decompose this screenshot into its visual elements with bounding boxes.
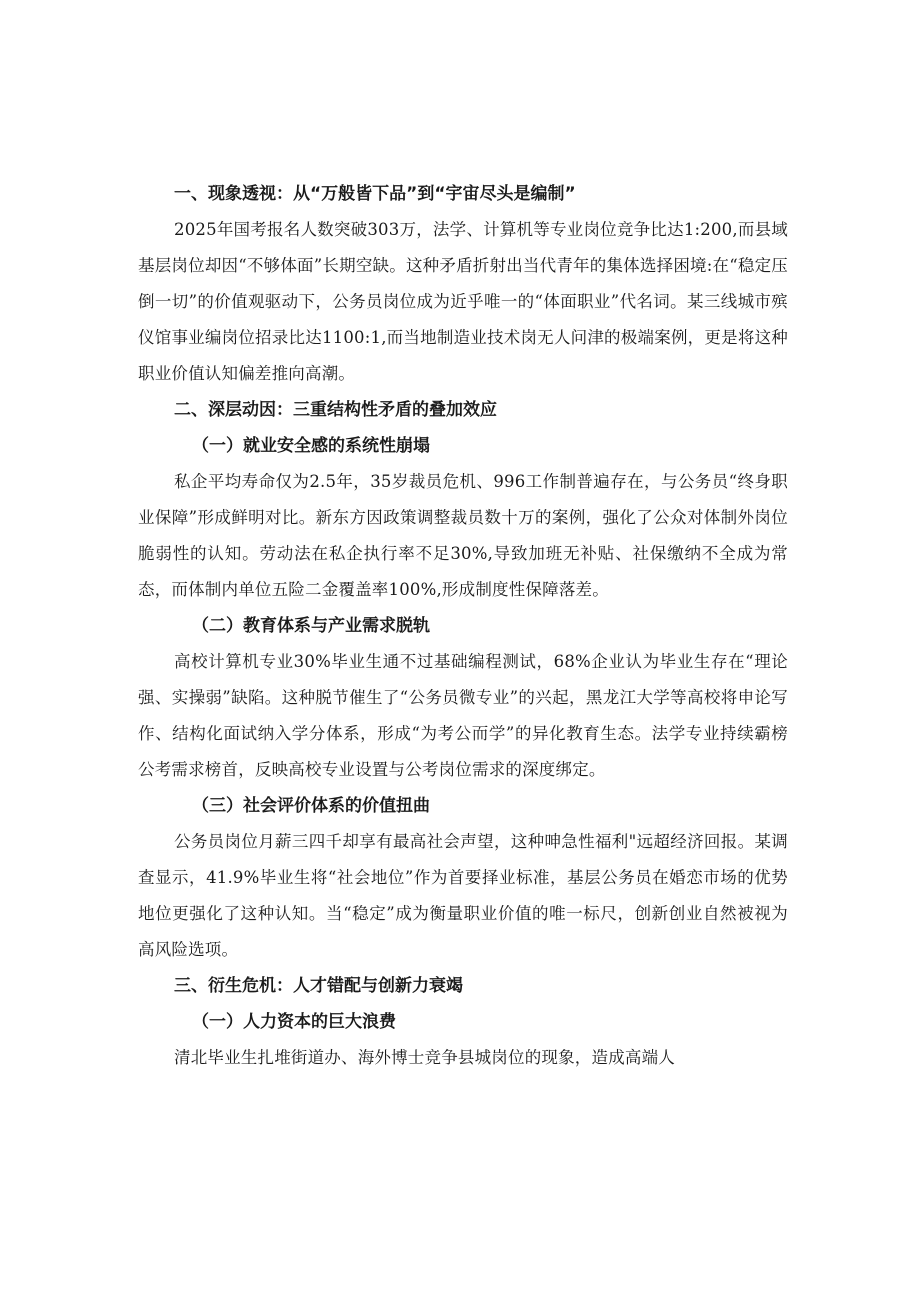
subsection-heading-3-1: （一）人力资本的巨大浪费 bbox=[192, 1012, 396, 1032]
section-heading-2: 二、深层动因：三重结构性矛盾的叠加效应 bbox=[174, 400, 497, 420]
paragraph-2: 私企平均寿命仅为2.5年，35岁裁员危机、996工作制普遍存在，与公务员“终身职业保障”形成鲜明对比。新东方因政策调整裁员数十万的案例，强化了公众对体制外岗位脆弱性的认知。劳动法在私企执行率不足30%,导致加班无补贴、社保缴纳不全成为常态，而体制内单位五险二金覆盖率100%,形成制度性保障落差。 bbox=[138, 472, 788, 599]
paragraph-5: 清北毕业生扎堆街道办、海外博士竞争县城岗位的现象，造成高端人 bbox=[174, 1048, 675, 1067]
subsection-heading-2-3: （三）社会评价体系的价值扭曲 bbox=[192, 796, 430, 816]
paragraph-4: 公务员岗位月薪三四千却享有最高社会声望，这种呻急性福利"远超经济回报。某调查显示，41.9%毕业生将“社会地位”作为首要择业标准，基层公务员在婚恋市场的优势地位更强化了这种认知。当“稳定”成为衡量职业价值的唯一标尺，创新创业自然被视为高风险选项。 bbox=[138, 832, 788, 959]
document-body bbox=[138, 176, 788, 1076]
subsection-heading-2-2: （二）教育体系与产业需求脱轨 bbox=[192, 616, 430, 636]
section-heading-1: 一、现象透视：从“万般皆下品”到“宇宙尽头是编制” bbox=[174, 184, 576, 204]
paragraph-3: 高校计算机专业30%毕业生通不过基础编程测试，68%企业认为毕业生存在“理论强、实操弱”缺陷。这种脱节催生了“公务员微专业”的兴起，黑龙江大学等高校将申论写作、结构化面试纳入学分体系，形成“为考公而学”的异化教育生态。法学专业持续霸榜公考需求榜首，反映高校专业设置与公考岗位需求的深度绑定。 bbox=[138, 652, 788, 779]
subsection-heading-2-1: （一）就业安全感的系统性崩塌 bbox=[192, 436, 430, 456]
paragraph-1: 2025年国考报名人数突破303万，法学、计算机等专业岗位竞争比达1:200,而县域基层岗位却因“不够体面”长期空缺。这种矛盾折射出当代青年的集体选择困境:在“稳定压倒一切”的价值观驱动下，公务员岗位成为近乎唯一的“体面职业”代名词。某三线城市殡仪馆事业编岗位招录比达1100:1,而当地制造业技术岗无人问津的极端案例，更是将这种职业价值认知偏差推向高潮。 bbox=[138, 220, 788, 383]
section-heading-3: 三、衍生危机：人才错配与创新力衰竭 bbox=[174, 976, 463, 996]
